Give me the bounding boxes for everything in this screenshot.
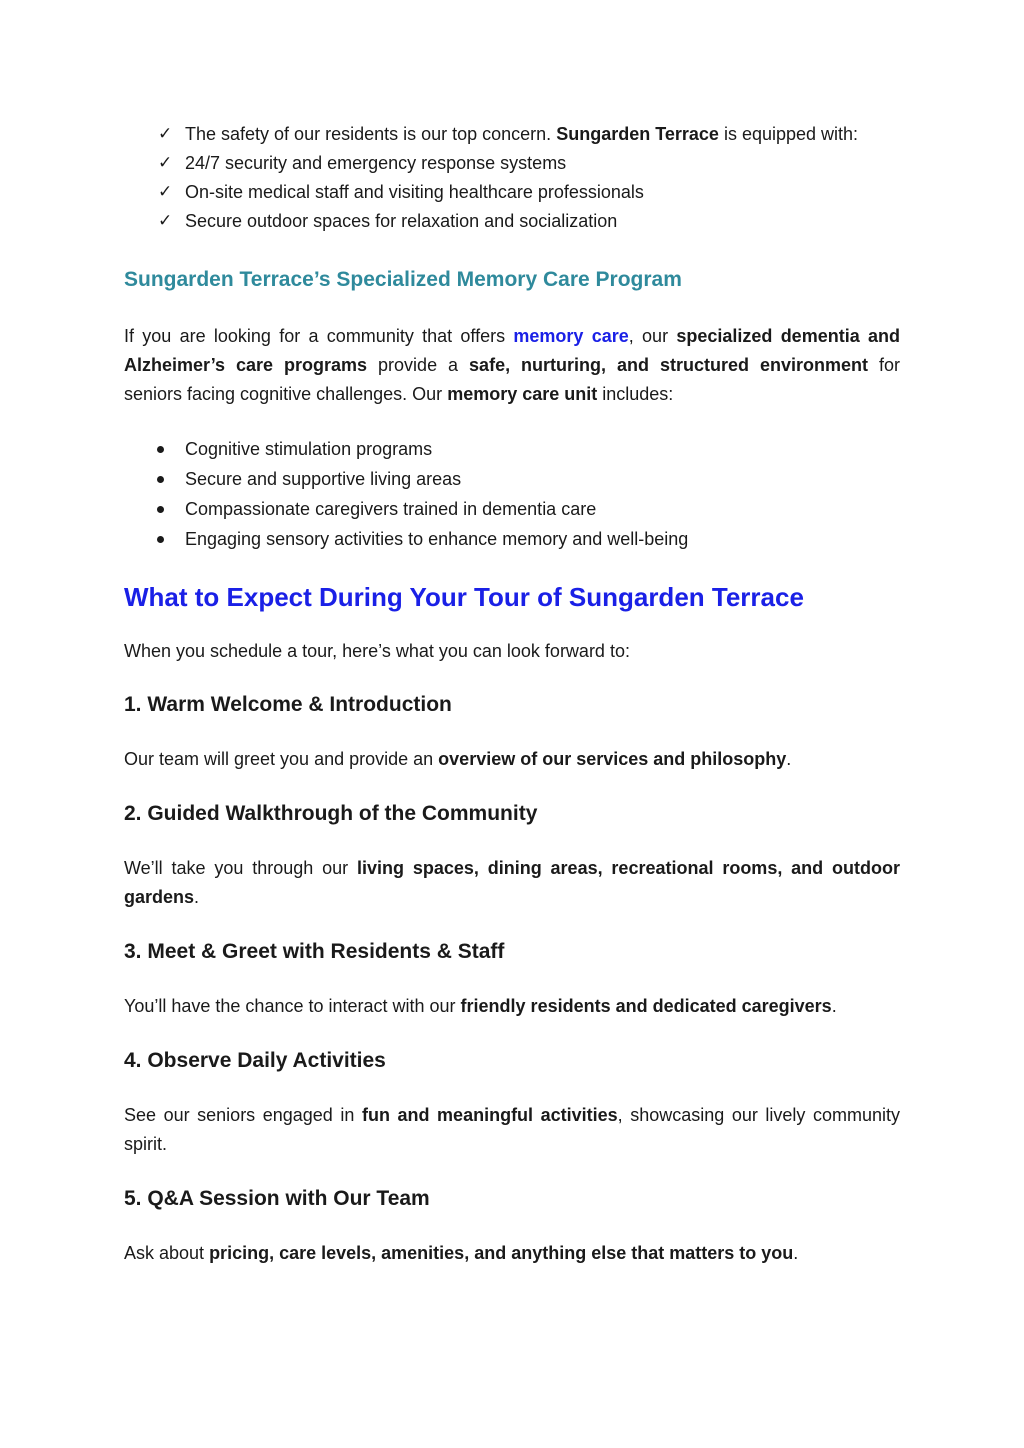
- bullet-text: Secure and supportive living areas: [185, 469, 462, 489]
- paragraph-text: .: [831, 996, 837, 1016]
- paragraph-text: , our: [628, 326, 677, 346]
- paragraph-text: Ask about: [124, 1243, 210, 1263]
- safety-checklist: [124, 120, 900, 236]
- paragraph-bold-text: living spaces, dining areas, recreational rooms, and outdoor gardens: [124, 858, 900, 907]
- paragraph-text: If you are looking for a community that offers: [124, 326, 514, 346]
- paragraph-text: .: [194, 887, 200, 907]
- step-title: 5. Q&A Session with Our Team: [124, 1187, 430, 1210]
- paragraph-bold-text: memory care unit: [447, 384, 598, 404]
- checklist-text: 24/7 security and emergency response systems: [185, 153, 567, 173]
- step-description: [124, 745, 900, 774]
- checklist-text: Secure outdoor spaces for relaxation and socialization: [185, 211, 618, 231]
- paragraph-text: Our team will greet you and provide an: [124, 749, 439, 769]
- checklist-text: The safety of our residents is our top concern.: [185, 124, 557, 144]
- paragraph-text: includes:: [597, 384, 674, 404]
- step-title: 3. Meet & Greet with Residents & Staff: [124, 940, 505, 963]
- memory-care-heading: Sungarden Terrace’s Specialized Memory Care Program: [124, 268, 682, 291]
- bullet-item: [124, 464, 900, 494]
- paragraph-bold-text: fun and meaningful activities: [361, 1105, 618, 1125]
- checklist-item: [124, 207, 900, 236]
- checkmark-icon: ✓: [158, 124, 173, 144]
- paragraph-text: for seniors facing cognitive challenges. Our: [124, 355, 900, 404]
- paragraph-text: provide a: [367, 355, 470, 375]
- checklist-text: On-site medical staff and visiting healthcare professionals: [185, 182, 644, 202]
- paragraph-bold-text: specialized dementia and Alzheimer’s care programs: [124, 326, 900, 375]
- bullet-item: [124, 524, 900, 554]
- paragraph-bold-text: safe, nurturing, and structured environment: [469, 355, 868, 375]
- bullet-text: Compassionate caregivers trained in dementia care: [185, 499, 597, 519]
- paragraph-text: .: [793, 1243, 799, 1263]
- document-page: [124, 120, 900, 1268]
- bullet-icon: [157, 506, 164, 513]
- step-description: [124, 1101, 900, 1159]
- bullet-text: Cognitive stimulation programs: [185, 439, 433, 459]
- paragraph-text: .: [786, 749, 792, 769]
- checklist-item: [124, 149, 900, 178]
- bullet-icon: [157, 476, 164, 483]
- checkmark-icon: ✓: [158, 182, 173, 202]
- bullet-text: Engaging sensory activities to enhance memory and well-being: [185, 529, 689, 549]
- memory-care-list: [124, 434, 900, 554]
- paragraph-text: We’ll take you through our: [124, 858, 357, 878]
- step-title: 2. Guided Walkthrough of the Community: [124, 802, 538, 825]
- checklist-item: [124, 178, 900, 207]
- paragraph-bold-text: friendly residents and dedicated caregivers: [460, 996, 832, 1016]
- bullet-icon: [157, 536, 164, 543]
- bullet-icon: [157, 446, 164, 453]
- checkmark-icon: ✓: [158, 153, 173, 173]
- paragraph-text: You’ll have the chance to interact with our: [124, 996, 461, 1016]
- tour-intro: When you schedule a tour, here’s what you can look forward to:: [124, 641, 630, 661]
- step-title: 4. Observe Daily Activities: [124, 1049, 386, 1072]
- tour-heading: What to Expect During Your Tour of Sungarden Terrace: [124, 582, 804, 612]
- step-title: 1. Warm Welcome & Introduction: [124, 693, 452, 716]
- memory-care-paragraph: [124, 322, 900, 409]
- paragraph-text: , showcasing our lively community spirit.: [124, 1105, 900, 1154]
- checkmark-icon: ✓: [158, 211, 173, 231]
- checklist-text: is equipped with:: [718, 124, 859, 144]
- step-description: [124, 1239, 900, 1268]
- step-description: [124, 854, 900, 912]
- paragraph-text: See our seniors engaged in: [124, 1105, 362, 1125]
- paragraph-bold-text: overview of our services and philosophy: [438, 749, 787, 769]
- bullet-item: [124, 494, 900, 524]
- memory-care-link[interactable]: memory care: [513, 326, 629, 346]
- bullet-item: [124, 434, 900, 464]
- step-description: [124, 992, 900, 1021]
- paragraph-bold-text: pricing, care levels, amenities, and anything else that matters to you: [209, 1243, 794, 1263]
- checklist-item: [124, 120, 900, 149]
- checklist-bold-text: Sungarden Terrace: [556, 124, 719, 144]
